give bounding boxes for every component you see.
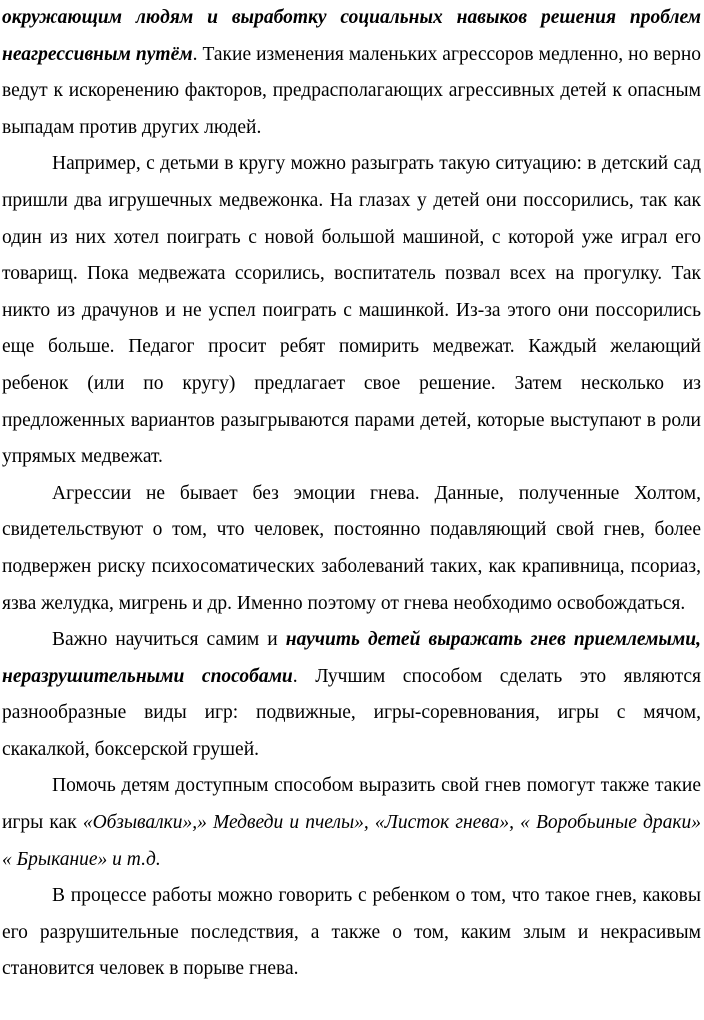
paragraph-6: [2, 878, 701, 988]
body-text: Помочь детям доступным способом выразить свой гнев помогут также такие игры как: [2, 775, 701, 834]
emphasis-text: научить детей выражать гнев приемлемыми, неразрушительными способами: [2, 629, 701, 687]
body-text: Важно научиться самим и: [52, 629, 286, 651]
body-text: Например, с детьми в кругу можно разыграть такую ситуацию: в детский сад пришли два игрушечных медвежонка. На глазах у детей они поссорились, так как один из них хотел поиграть с новой большой машиной, с которой уже играл его товарищ. Пока медвежата ссорились, воспитатель позвал всех на прогулку. Так никто из драчунов и не успел поиграть с машинкой. Из-за этого они поссорились еще больше. Педагог просит ребят помирить медвежат. Каждый желающий ребенок (или по кругу) предлагает свое решение. Затем несколько из предложенных вариантов разыгрываются парами детей, которые выступают в роли упрямых медвежат.: [2, 153, 701, 468]
body-text: . Лучшим способом сделать это являются разнообразные виды игр: подвижные, игры-соревнования, игры с мячом, скакалкой, боксерской грушей.: [2, 665, 701, 760]
body-text: Агрессии не бывает без эмоции гнева. Данные, полученные Холтом, свидетельствуют о том, что человек, постоянно подавляющий свой гнев, более подвержен риску психосоматических заболеваний таких, как крапивница, псориаз, язва желудка, мигрень и др. Именно поэтому от гнева необходимо освобождаться.: [2, 482, 701, 614]
body-text: . Такие изменения маленьких агрессоров медленно, но верно ведут к искоренению факторов, предрасполагающих агрессивных детей к опасным выпадам против других людей.: [2, 43, 702, 138]
paragraph-1: [2, 0, 701, 146]
game-names-text: «Обзывалки»,» Медведи и пчелы», «Листок гнева», « Воробьиные драки» « Брыкание» и т.д.: [2, 812, 701, 870]
paragraph-5: [2, 768, 701, 878]
body-text: В процессе работы можно говорить с ребенком о том, что такое гнев, каковы его разрушительные последствия, а также о том, каким злым и некрасивым становится человек в порыве гнева.: [2, 885, 701, 980]
paragraph-3: [2, 476, 701, 622]
emphasis-text: окружающим людям и выработку социальных навыков решения проблем неагрессивным путём: [2, 7, 701, 65]
paragraph-4: [2, 622, 701, 768]
paragraph-2: [2, 146, 701, 475]
